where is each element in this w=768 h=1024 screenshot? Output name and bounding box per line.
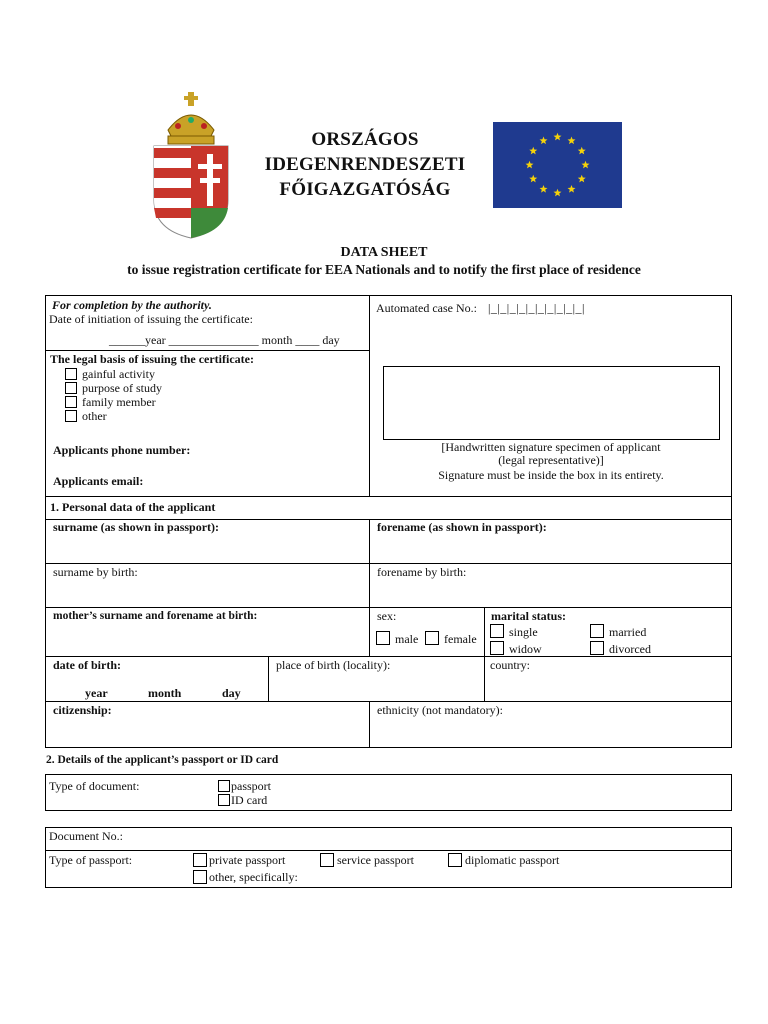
- date-initiation-line[interactable]: ______year _______________ month ____ day: [109, 333, 340, 347]
- doc-type-label: Type of document:: [49, 779, 140, 793]
- checkbox-female[interactable]: [425, 631, 439, 645]
- checkbox-gainful-activity[interactable]: [65, 368, 77, 380]
- marital-married-label: married: [609, 625, 647, 639]
- form-subtitle: to issue registration certificate for EEA Nationals and to notify the first place of residence: [127, 262, 641, 277]
- marital-single-label: single: [509, 625, 538, 639]
- hungarian-coat-of-arms-icon: [148, 90, 234, 240]
- checkbox-other-passport[interactable]: [193, 870, 207, 884]
- marital-status-label: marital status:: [491, 609, 566, 623]
- signature-note-1: [Handwritten signature specimen of applicant: [441, 440, 661, 454]
- checkbox-married[interactable]: [590, 624, 604, 638]
- signature-note-2: (legal representative)]: [498, 453, 604, 467]
- passport-type-label: Type of passport:: [49, 853, 133, 867]
- section1-heading: 1. Personal data of the applicant: [50, 500, 216, 514]
- sex-female-label: female: [444, 632, 477, 646]
- checkbox-service-passport[interactable]: [320, 853, 334, 867]
- dob-month-label: month: [148, 686, 182, 700]
- authority-heading: For completion by the authority.: [52, 298, 212, 312]
- surname-passport-label: surname (as shown in passport):: [53, 520, 220, 534]
- marital-widow-label: widow: [509, 642, 542, 656]
- checkbox-purpose-of-study[interactable]: [65, 382, 77, 394]
- service-passport-label: service passport: [337, 853, 414, 867]
- option-family-member: family member: [82, 395, 156, 409]
- checkbox-private-passport[interactable]: [193, 853, 207, 867]
- checkbox-family-member[interactable]: [65, 396, 77, 408]
- section2-heading: 2. Details of the applicant’s passport or ID card: [46, 754, 279, 766]
- diplomatic-passport-label: diplomatic passport: [465, 853, 560, 867]
- signature-box[interactable]: [383, 366, 720, 440]
- option-other: other: [82, 409, 107, 423]
- mother-name-label: mother’s surname and forename at birth:: [53, 610, 258, 622]
- doc-passport-label: passport: [231, 779, 271, 793]
- checkbox-male[interactable]: [376, 631, 390, 645]
- org-name-line2: IDEGENRENDESZETI: [264, 154, 466, 175]
- form-title: DATA SHEET: [340, 245, 428, 260]
- document-type-section: [45, 774, 732, 811]
- private-passport-label: private passport: [209, 853, 286, 867]
- email-label: Applicants email:: [53, 474, 144, 488]
- checkbox-passport[interactable]: [218, 780, 230, 792]
- sex-label: sex:: [377, 609, 397, 623]
- case-number-field[interactable]: |_|_|_|_|_|_|_|_|_|_|: [488, 301, 585, 315]
- case-number-label: Automated case No.:: [376, 301, 477, 315]
- checkbox-other[interactable]: [65, 410, 77, 422]
- checkbox-diplomatic-passport[interactable]: [448, 853, 462, 867]
- checkbox-id-card[interactable]: [218, 794, 230, 806]
- country-label: country:: [490, 658, 530, 672]
- ethnicity-label: ethnicity (not mandatory):: [377, 703, 503, 717]
- checkbox-divorced[interactable]: [590, 641, 604, 655]
- birth-place-label: place of birth (locality):: [276, 658, 391, 672]
- date-initiation-label: Date of initiation of issuing the certificate:: [49, 312, 253, 326]
- legal-basis-heading: The legal basis of issuing the certificate:: [50, 352, 254, 366]
- dob-day-label: day: [222, 686, 241, 700]
- sex-male-label: male: [395, 632, 419, 646]
- option-purpose-of-study: purpose of study: [82, 381, 162, 395]
- phone-label: Applicants phone number:: [53, 443, 191, 457]
- org-name-line1: ORSZÁGOS: [311, 129, 419, 150]
- doc-id-label: ID card: [231, 793, 268, 807]
- other-passport-label: other, specifically:: [209, 870, 298, 884]
- dob-year-label: year: [85, 686, 108, 700]
- forename-birth-label: forename by birth:: [377, 565, 467, 579]
- marital-divorced-label: divorced: [609, 642, 651, 656]
- doc-number-label: Document No.:: [49, 829, 123, 843]
- org-name-line3: FŐIGAZGATÓSÁG: [279, 179, 451, 200]
- eu-flag-icon: [493, 122, 622, 208]
- forename-passport-label: forename (as shown in passport):: [377, 520, 547, 534]
- surname-birth-label: surname by birth:: [53, 565, 138, 579]
- signature-note-3: Signature must be inside the box in its entirety.: [438, 468, 664, 482]
- option-gainful-activity: gainful activity: [82, 367, 155, 381]
- dob-label: date of birth:: [53, 658, 121, 672]
- citizenship-label: citizenship:: [53, 703, 112, 717]
- checkbox-widow[interactable]: [490, 641, 504, 655]
- checkbox-single[interactable]: [490, 624, 504, 638]
